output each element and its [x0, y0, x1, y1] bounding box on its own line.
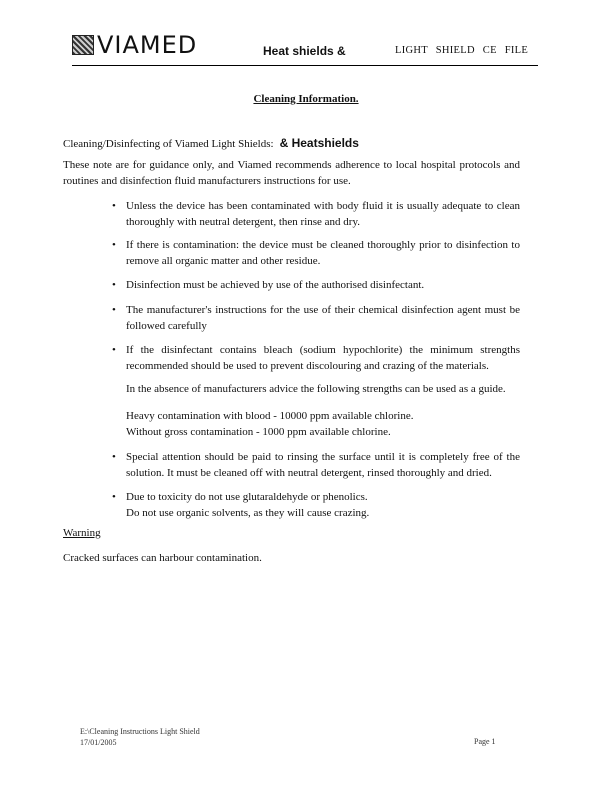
page-title: Cleaning Information. — [253, 93, 359, 105]
solvents-note: Do not use organic solvents, as they will cause crazing. — [126, 507, 370, 519]
footer-path: E:\Cleaning Instructions Light Shield — [80, 727, 200, 736]
bullet-text: The manufacturer's instructions for the use of their chemical disinfection agent must be followed carefully — [126, 304, 520, 332]
intro-bold: & Heatshields — [279, 136, 359, 150]
bullet-text: Unless the device has been contaminated with body fluid it is usually adequate to clean thoroughly with neutral detergent, then rinse and dry. — [126, 200, 520, 228]
bullet-text: Disinfection must be achieved by use of the authorised disinfectant. — [126, 279, 425, 291]
intro-text: Cleaning/Disinfecting of Viamed Light Shields: — [63, 138, 274, 150]
warning-text: Cracked surfaces can harbour contamination. — [63, 552, 262, 564]
bullet-item: • Due to toxicity do not use glutaraldehyde or phenolics. — [112, 489, 520, 505]
footer-date: 17/01/2005 — [80, 738, 117, 747]
bullet-text: If there is contamination: the device must be cleaned thoroughly prior to disinfection to remove all organic matter and other residue. — [126, 239, 520, 267]
intro-line — [63, 136, 359, 150]
viamed-logo — [72, 31, 197, 59]
header-rule — [72, 65, 538, 66]
bullet-text: If the disinfectant contains bleach (sodium hypochlorite) the minimum strengths recommended should be used to prevent discolouring and crazing of the materials. — [126, 344, 520, 372]
bullet-text: Special attention should be paid to rinsing the surface until it is completely free of the solution. It must be cleaned off with neutral detergent, rinsed thoroughly and dried. — [126, 451, 520, 479]
bullet-text: Due to toxicity do not use glutaraldehyde or phenolics. — [126, 491, 368, 503]
bullet-item: • If the disinfectant contains bleach (sodium hypochlorite) the minimum strengths recommended should be used to prevent discolouring and crazing of the materials. — [112, 344, 520, 372]
bullet-item: • If there is contamination: the device must be cleaned thoroughly prior to disinfection to remove all organic matter and other residue. — [112, 239, 520, 267]
bullet-item: • Disinfection must be achieved by use of the authorised disinfectant. — [112, 277, 520, 293]
logo-mark-icon — [72, 35, 94, 55]
bullet-item: • The manufacturer's instructions for the use of their chemical disinfection agent must be followed carefully — [112, 304, 520, 332]
logo-text: VIAMED — [97, 31, 198, 59]
bullet-item: • Unless the device has been contaminated with body fluid it is usually adequate to clean thoroughly with neutral detergent, then rinse and dry. — [112, 200, 520, 228]
guidance-paragraph: These note are for guidance only, and Viamed recommends adherence to local hospital protocols and routines and disinfection fluid manufacturers instructions for use. — [63, 159, 520, 187]
absence-note: In the absence of manufacturers advice the following strengths can be used as a guide. — [126, 383, 506, 395]
header-subtitle: Heat shields & — [263, 44, 346, 58]
header-file-label: LIGHT SHIELD CE FILE — [395, 45, 529, 56]
footer — [80, 726, 200, 748]
strength-line: Heavy contamination with blood - 10000 ppm available chlorine. — [126, 410, 414, 422]
bullet-item: • Special attention should be paid to rinsing the surface until it is completely free of the solution. It must be cleaned off with neutral detergent, rinsed thoroughly and dried. — [112, 451, 520, 479]
page-number: Page 1 — [474, 737, 496, 746]
strength-line: Without gross contamination - 1000 ppm available chlorine. — [126, 426, 391, 438]
warning-heading: Warning — [63, 527, 101, 539]
